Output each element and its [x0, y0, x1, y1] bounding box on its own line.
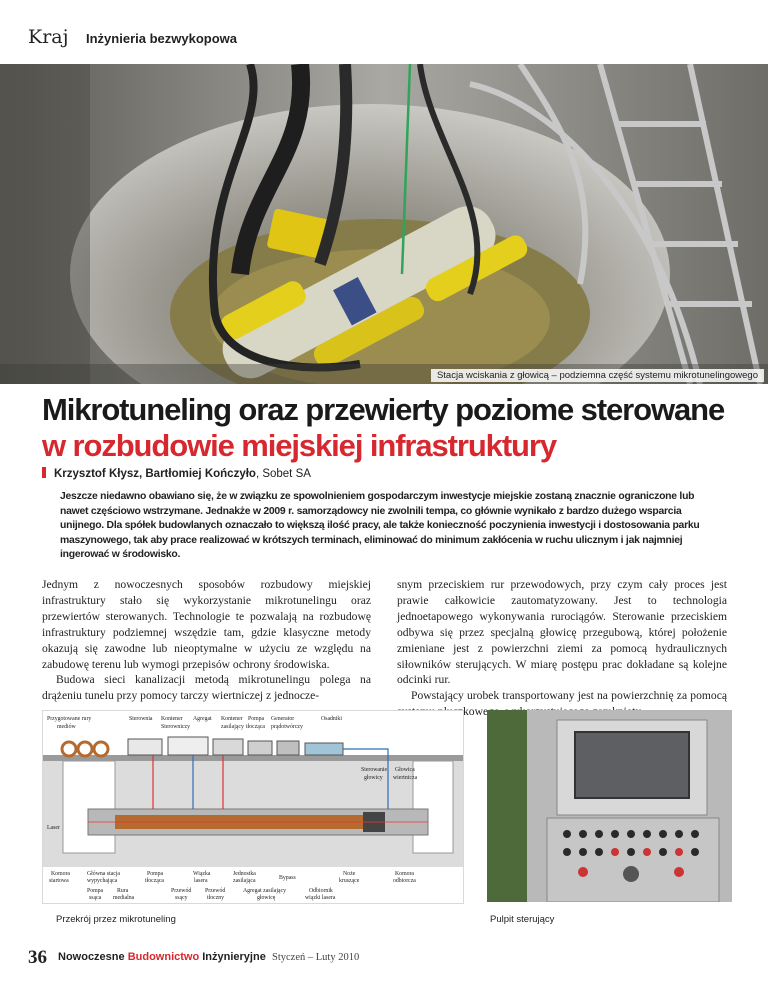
control-desk-caption: Pulpit sterujący [490, 914, 555, 925]
hero-photo-illustration [0, 64, 768, 384]
label-main-station: Główna stacja [87, 871, 120, 877]
label-bypass: Bypass [279, 875, 296, 881]
label-recv-chamber-2: odbiorcza [393, 878, 416, 884]
label-pump-delivery-2: tłocząca [145, 878, 164, 884]
label-head-control-2: głowicy [364, 775, 383, 781]
magazine-name-c: Inżynieryjne [199, 951, 266, 963]
label-control: Sterownia [129, 716, 153, 722]
page-number: 36 [28, 947, 47, 968]
label-laser: Laser [47, 825, 60, 831]
label-pump-delivery: Pompa [147, 871, 164, 877]
microtunneling-diagram [42, 710, 464, 904]
lead-paragraph: Jeszcze niedawno obawiano się, że w związku ze spowolnieniem gospodarczym inwestycje miejskie zostaną znacznie ograniczone lub nawet częściowo wstrzymane. Jednakże w 2009 r. samorządowcy nie zwolnili tempa, co głównie wynikało z bardzo dużego wsparcia unijnego. Dla spółek budowlanych oznaczało to większą ilość pracy, ale także konieczność poczynienia inwestycji i dostosowania parku maszynowego, tak aby prace realizować w krótszych terminach, eliminować do minimum zakłócenia w ruchu ulicznym i jak najmniej ingerować w środowisko. [60, 491, 700, 561]
label-start-chamber-2: startowa [49, 878, 69, 884]
label-pipes: Przygotowane rury [47, 716, 92, 722]
label-winch: Wiązka [193, 871, 211, 877]
body-paragraph: Jednym z nowoczesnych sposobów rozbudowy miejskiej infrastruktury stało się wykorzystanie mikrotunelingu oraz przewiertów sterowanych. Technologie te pozwalają na rozbudowę infrastruktury podziemnej wszędzie tam, gdzie klasyczne metody okazują się zawodne lub nieoptymalne w użyciu ze względu na zabudowę terenu lub wymogi przepisów ochrony środowiska. [42, 578, 371, 671]
label-suction-line-2: ssący [175, 895, 188, 901]
label-pipes-2: mediów [57, 724, 76, 730]
label-media-pipe: Rura [117, 888, 129, 894]
label-container-ctrl: Kontener [161, 716, 183, 722]
label-settlers: Osadniki [321, 716, 342, 722]
authors: Krzysztof Kłysz, Bartłomiej Kończyło [54, 468, 256, 480]
byline [42, 467, 311, 480]
magazine-name [58, 951, 266, 963]
label-head-supply: Agregat zasilający [243, 888, 286, 894]
label-pump-2: tłocząca [246, 724, 265, 730]
label-winch-2: lasera [194, 878, 208, 884]
label-generator-2: prądotwórczy [271, 724, 303, 730]
label-recv-chamber: Komora [395, 871, 414, 877]
section-label: Kraj [28, 26, 69, 48]
label-suction-line: Przewód [171, 888, 192, 894]
body-paragraph: Powstający urobek transportowany jest na powierzchnię za pomocą płuczkowego, [411, 689, 727, 719]
label-delivery-line-2: tłoczny [207, 895, 225, 901]
body-paragraph: Budowa sieci kanalizacji metodą mikrotunelingu polega na drążeniu tunelu przy pomocy tarczy wiertniczej z jednocze- [42, 673, 371, 703]
diagram-svg [43, 711, 463, 903]
label-container-ctrl-2: Sterowniczy [161, 724, 190, 730]
label-laser-receiver-2: wiązki lasera [305, 895, 336, 901]
diagram-caption: Przekrój przez mikrotuneling [56, 914, 176, 925]
label-cutter: Noże [343, 871, 356, 877]
label-main-station-2: wypychająca [87, 878, 118, 884]
magazine-name-a: Nowoczesne [58, 951, 128, 963]
label-laser-receiver: Odbiornik [309, 888, 333, 894]
affiliation: , Sobet SA [255, 468, 311, 480]
issue-date: Styczeń – Luty 2010 [272, 952, 360, 963]
article-title-line2: w rozbudowie miejskiej infrastruktury [42, 428, 556, 463]
label-container-supply-2: zasilający [221, 724, 244, 730]
label-suction-pump: Pompa [87, 888, 104, 894]
hero-photo [0, 64, 768, 384]
label-pump: Pompa [248, 716, 265, 722]
control-desk-illustration [487, 710, 732, 902]
label-container-supply: Kontener [221, 716, 243, 722]
label-drill-head: Głowica [395, 767, 415, 773]
byline-marker [42, 467, 46, 478]
label-cutter-2: kruszące [339, 878, 360, 884]
label-drill-head-2: wiertnicza [393, 775, 418, 781]
label-head-control: Sterowanie [361, 767, 388, 773]
label-aggregate: Agregat [193, 716, 212, 722]
label-head-supply-2: głowicę [257, 895, 276, 901]
article-title-line1: Mikrotuneling oraz przewierty poziome sterowane [42, 392, 725, 427]
label-start-chamber: Komora [51, 871, 70, 877]
label-suction-pump-2: ssąca [89, 895, 102, 901]
hero-caption: Stacja wciskania z głowicą – podziemna część systemu mikrotunelingowego [431, 369, 764, 382]
subsection-label: Inżynieria bezwykopowa [86, 31, 237, 46]
label-generator: Generator [271, 716, 295, 722]
magazine-name-b: Budownictwo [127, 951, 200, 963]
label-media-pipe-2: medialna [113, 895, 135, 901]
body-column-2 [397, 577, 727, 720]
label-supply-unit: Jednostka [233, 871, 256, 877]
body-column-1 [42, 577, 371, 704]
label-supply-unit-2: zasilająca [233, 878, 256, 884]
control-desk-photo [487, 710, 732, 902]
body-paragraph: snym przeciskiem rur przewodowych, przy czym cały proces jest prawie całkowicie zautomatyzowany. Jest to technologia jednoetapowego wykonywania rurociągów. Sterowanie przeciskiem odbywa się przez specjalną głowicę przegubową, której położenie zmieniane jest z powierzchni ziemi za pomocą hydraulicznych siłowników sterujących. W miarę postępu prac dokładane są kolejne odcinki rur. [397, 578, 727, 687]
label-delivery-line: Przewód [205, 888, 226, 894]
